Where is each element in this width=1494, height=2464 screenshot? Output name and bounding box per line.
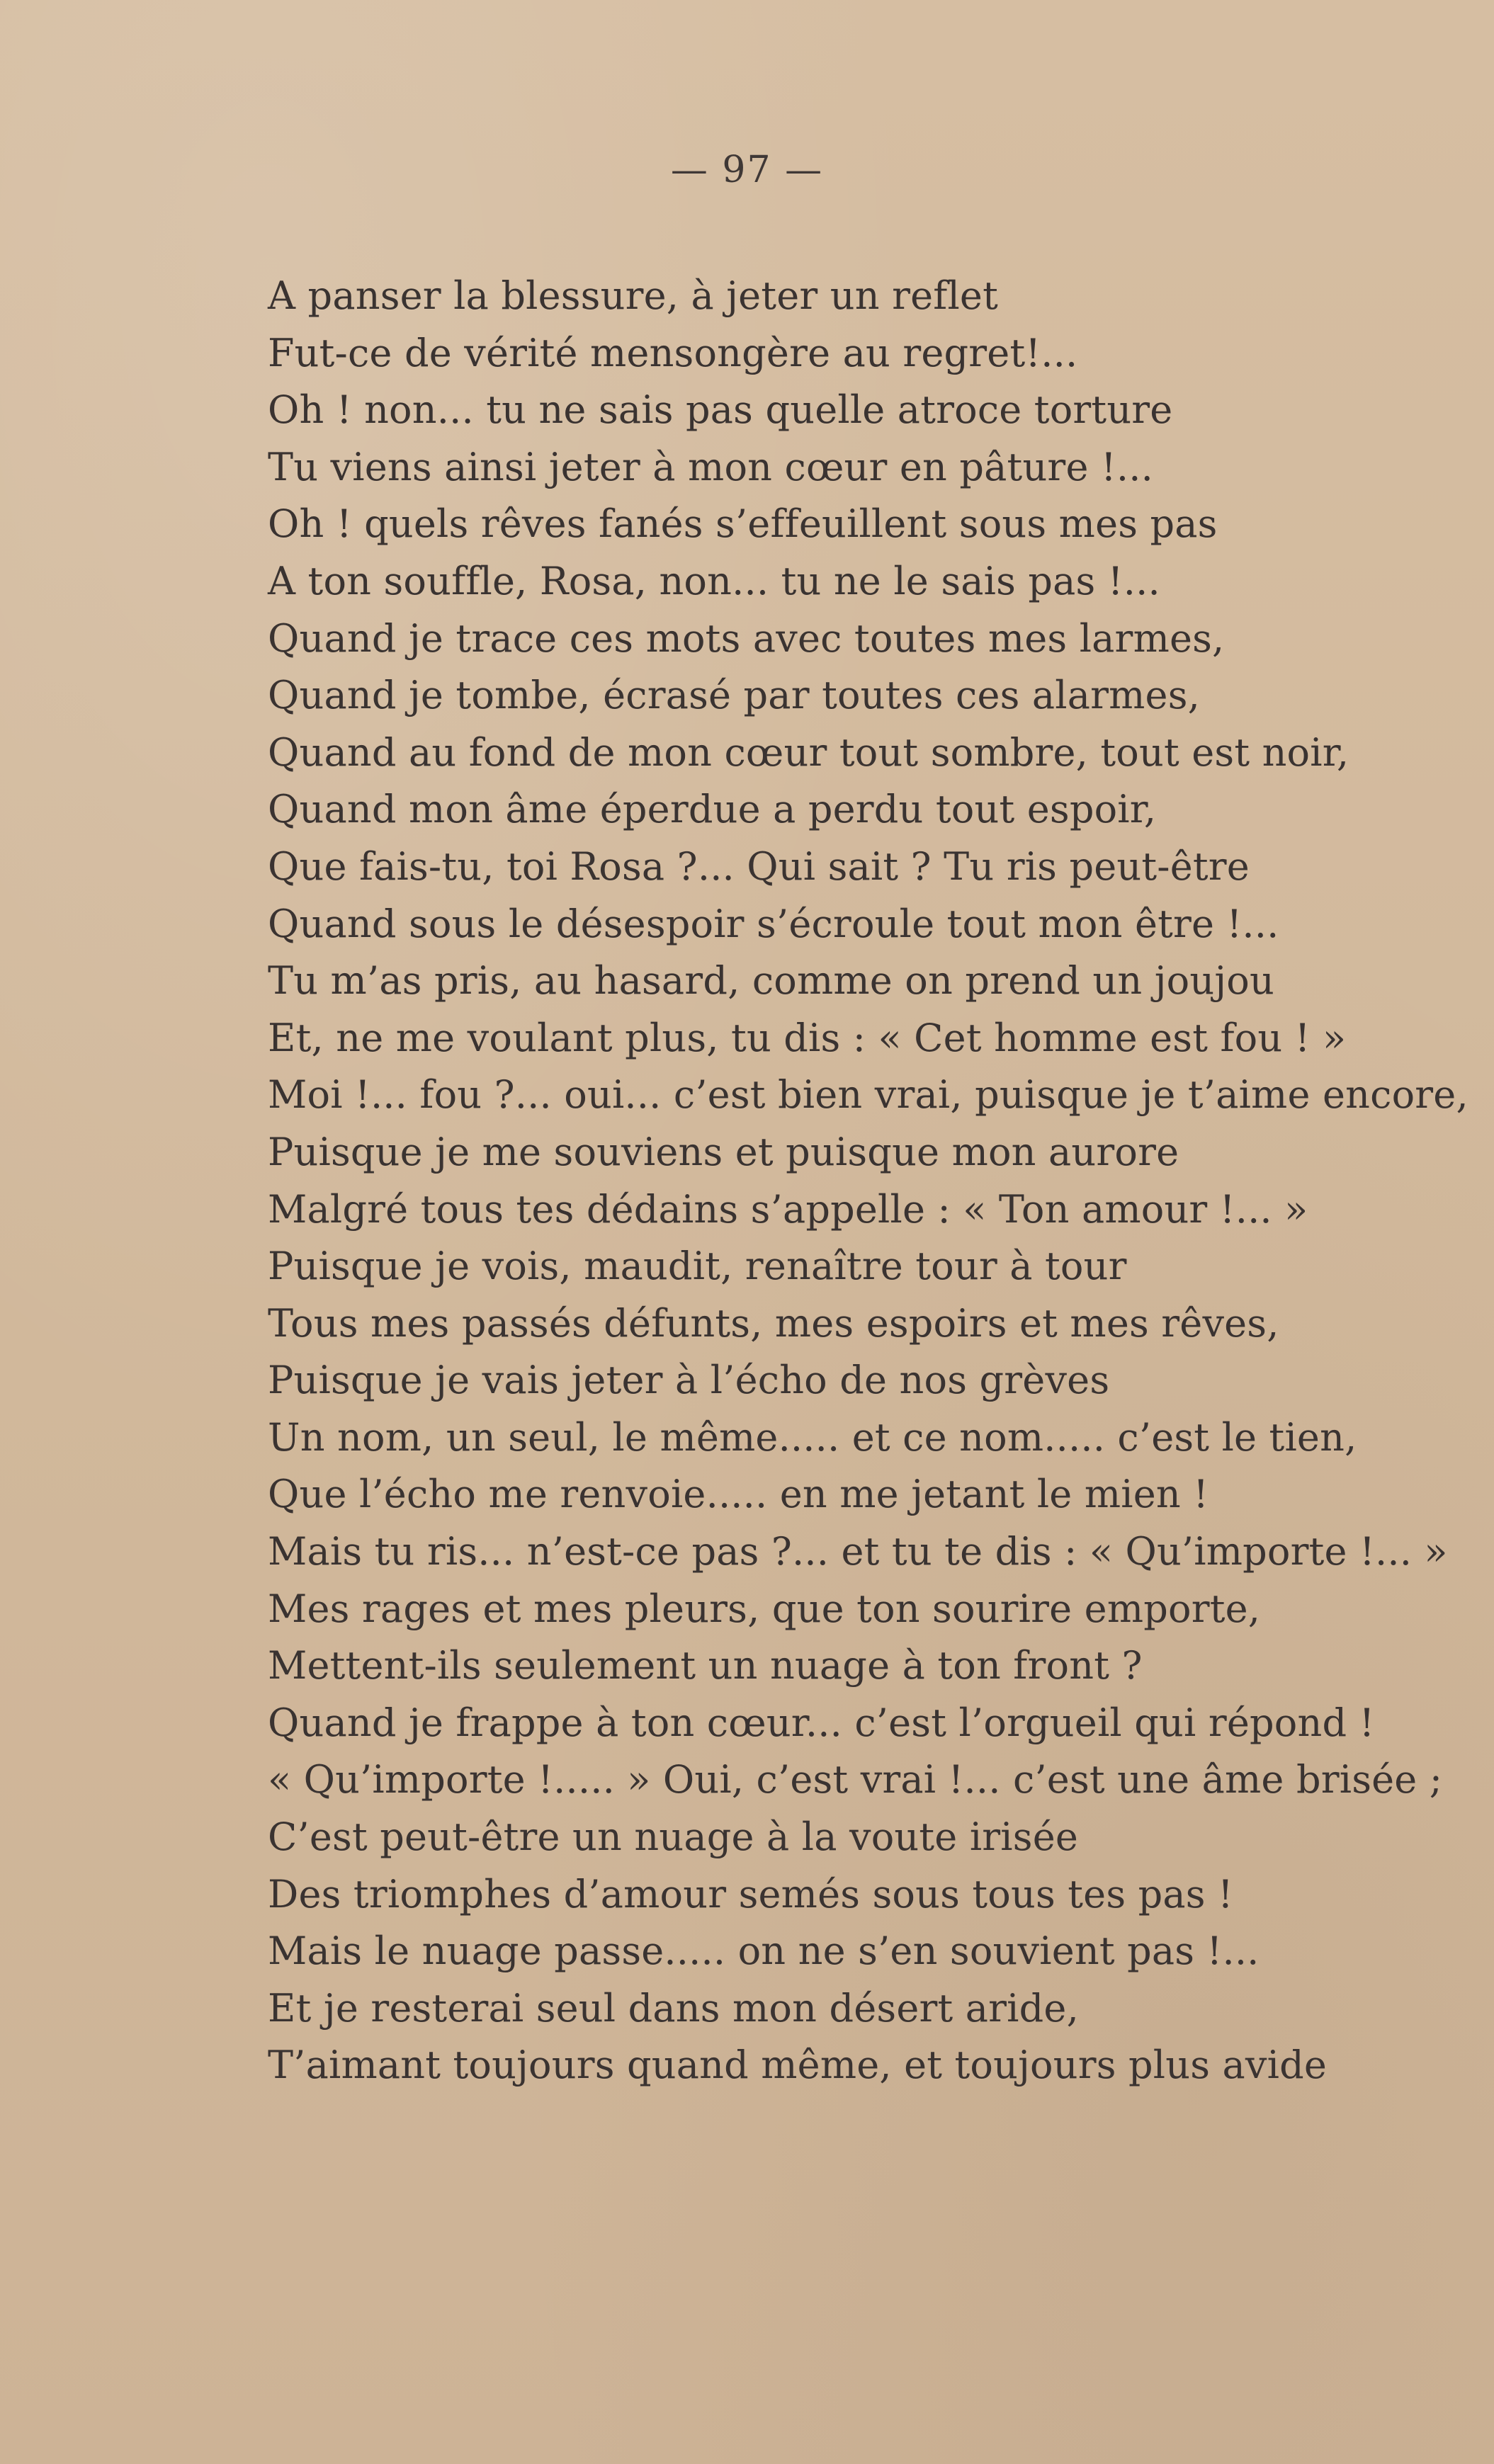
poem-line: Mettent-ils seulement un nuage à ton front ? — [268, 1643, 1143, 1688]
poem-line: Et je resterai seul dans mon désert aride, — [268, 1985, 1079, 2031]
poem-line: Oh ! quels rêves fanés s’effeuillent sous mes pas — [268, 501, 1218, 547]
poem-line: Quand sous le désespoir s’écroule tout mon être !... — [268, 901, 1279, 946]
poem-line: Fut-ce de vérité mensongère au regret!... — [268, 330, 1078, 375]
poem-line: Mais le nuage passe..... on ne s’en souvient pas !... — [268, 1929, 1260, 1974]
poem-line: Un nom, un seul, le même..... et ce nom..... c’est le tien, — [268, 1414, 1357, 1460]
poem-line: Mais tu ris... n’est-ce pas ?... et tu te dis : « Qu’importe !... » — [268, 1529, 1448, 1574]
poem-line: Quand mon âme éperdue a perdu tout espoir, — [268, 787, 1157, 832]
poem-line: Moi !... fou ?... oui... c’est bien vrai, puisque je t’aime encore, — [268, 1072, 1468, 1118]
poem-line: A panser la blessure, à jeter un reflet — [268, 273, 998, 318]
poem-line: Tu m’as pris, au hasard, comme on prend un joujou — [268, 958, 1274, 1004]
poem-line: Tu viens ainsi jeter à mon cœur en pâture !... — [268, 444, 1153, 489]
poem-line: Que l’écho me renvoie..... en me jetant le mien ! — [268, 1472, 1209, 1517]
poem-line: Que fais-tu, toi Rosa ?... Qui sait ? Tu ris peut-être — [268, 844, 1250, 889]
poem-line: « Qu’importe !..... » Oui, c’est vrai !... c’est une âme brisée ; — [268, 1757, 1443, 1802]
poem-line: Tous mes passés défunts, mes espoirs et mes rêves, — [268, 1300, 1279, 1346]
page-number: — 97 — — [670, 149, 824, 191]
poem-line: Mes rages et mes pleurs, que ton sourire emporte, — [268, 1586, 1261, 1631]
poem-line: Malgré tous tes dédains s’appelle : « Ton amour !... » — [268, 1186, 1308, 1232]
poem-line: Quand je frappe à ton cœur... c’est l’orgueil qui répond ! — [268, 1700, 1375, 1745]
poem-line: Puisque je vais jeter à l’écho de nos grèves — [268, 1358, 1110, 1403]
poem-line: Quand je tombe, écrasé par toutes ces alarmes, — [268, 673, 1200, 718]
poem-line: Quand au fond de mon cœur tout sombre, tout est noir, — [268, 729, 1349, 775]
poem-line: Des triomphes d’amour semés sous tous tes pas ! — [268, 1871, 1233, 1917]
poem-line: Et, ne me voulant plus, tu dis : « Cet homme est fou ! » — [268, 1015, 1347, 1060]
poem-line: T’aimant toujours quand même, et toujours plus avide — [268, 2043, 1328, 2088]
poem-line: Puisque je me souviens et puisque mon aurore — [268, 1129, 1179, 1174]
poem-text — [268, 268, 1468, 2094]
poem-line: Oh ! non... tu ne sais pas quelle atroce torture — [268, 387, 1173, 433]
poem-line: A ton souffle, Rosa, non... tu ne le sais pas !... — [268, 558, 1160, 603]
poem-line: Quand je trace ces mots avec toutes mes larmes, — [268, 615, 1225, 661]
poem-line: C’est peut-être un nuage à la voute irisée — [268, 1815, 1079, 1860]
poem-line: Puisque je vois, maudit, renaître tour à tour — [268, 1244, 1127, 1289]
